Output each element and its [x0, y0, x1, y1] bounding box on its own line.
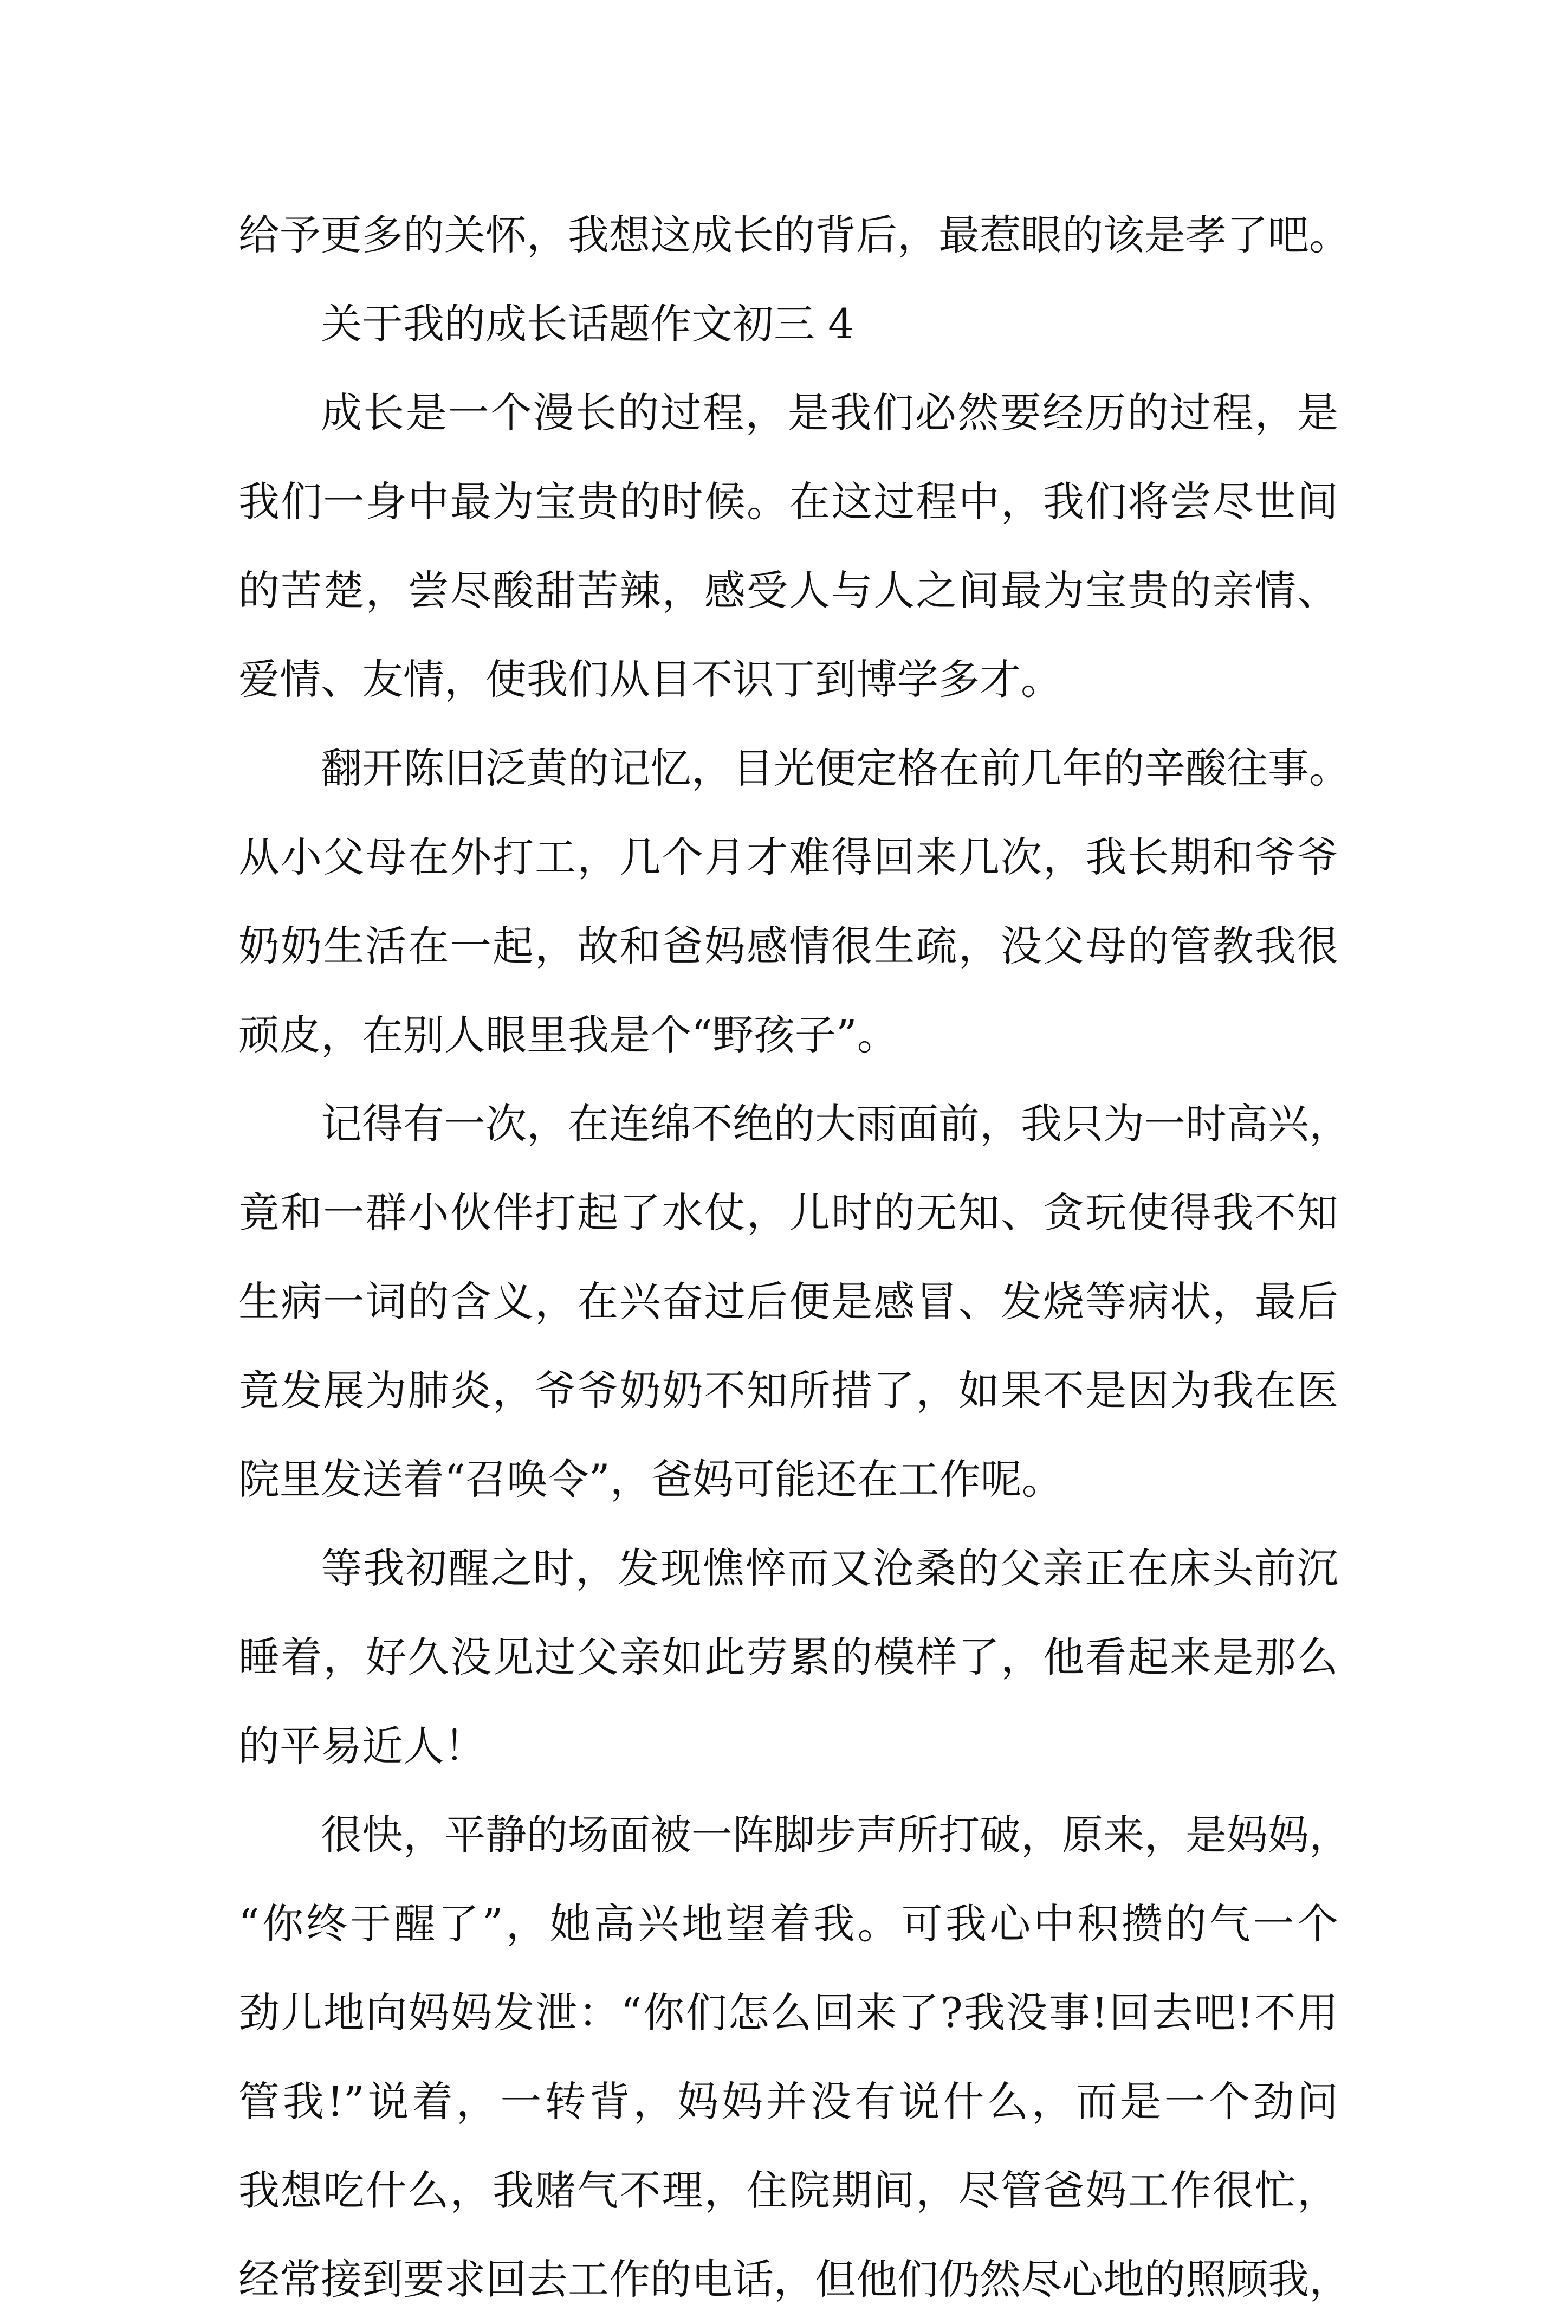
text-line: 等我初醒之时，发现憔悴而又沧桑的父亲正在床头前沉	[321, 1544, 1338, 1592]
text-line: 劲儿地向妈妈发泄：“你们怎么回来了?我没事!回去吧!不用	[238, 1989, 1338, 2037]
text-line: 的平易近人！	[238, 1722, 485, 1770]
text-line: 翻开陈旧泛黄的记忆，目光便定格在前几年的辛酸往事。	[321, 744, 1350, 792]
body-text	[238, 191, 1350, 2324]
text-line: 我想吃什么，我赌气不理，住院期间，尽管爸妈工作很忙，	[238, 2166, 1338, 2215]
text-line: 竟和一群小伙伴打起了水仗，儿时的无知、贪玩使得我不知	[238, 1189, 1338, 1237]
text-line: 从小父母在外打工，几个月才难得回来几次，我长期和爷爷	[238, 833, 1338, 881]
text-line: 竟发展为肺炎，爷爷奶奶不知所措了，如果不是因为我在医	[238, 1366, 1338, 1415]
text-line: 爱情、友情，使我们从目不识丁到博学多才。	[238, 655, 1062, 703]
text-line: 经常接到要求回去工作的电话，但他们仍然尽心地的照顾我，	[238, 2255, 1350, 2303]
text-line: 睡着，好久没见过父亲如此劳累的模样了，他看起来是那么	[238, 1633, 1338, 1681]
text-line: 院里发送着“召唤令”，爸妈可能还在工作呢。	[238, 1455, 1063, 1503]
text-line: 给予更多的关怀，我想这成长的背后，最惹眼的该是孝了吧。	[238, 211, 1350, 259]
text-line: 管我!”说着，一转背，妈妈并没有说什么，而是一个劲问	[238, 2077, 1338, 2126]
text-line: 奶奶生活在一起，故和爸妈感情很生疏，没父母的管教我很	[238, 922, 1338, 970]
text-line: 成长是一个漫长的过程，是我们必然要经历的过程，是	[321, 389, 1338, 437]
text-line: 生病一词的含义，在兴奋过后便是感冒、发烧等病状，最后	[238, 1277, 1338, 1326]
text-line: 记得有一次，在连绵不绝的大雨面前，我只为一时高兴，	[321, 1100, 1350, 1148]
text-line: 很快，平静的场面被一阵脚步声所打破，原来，是妈妈，	[321, 1811, 1350, 1859]
text-line: 的苦楚，尝尽酸甜苦辣，感受人与人之间最为宝贵的亲情、	[238, 566, 1338, 615]
text-line: “你终于醒了”，她高兴地望着我。可我心中积攒的气一个	[238, 1900, 1338, 1948]
text-line: 我们一身中最为宝贵的时候。在这过程中，我们将尝尽世间	[238, 477, 1338, 526]
section-heading: 关于我的成长话题作文初三 4	[321, 300, 854, 348]
text-line: 顽皮，在别人眼里我是个“野孩子”。	[238, 1011, 898, 1059]
